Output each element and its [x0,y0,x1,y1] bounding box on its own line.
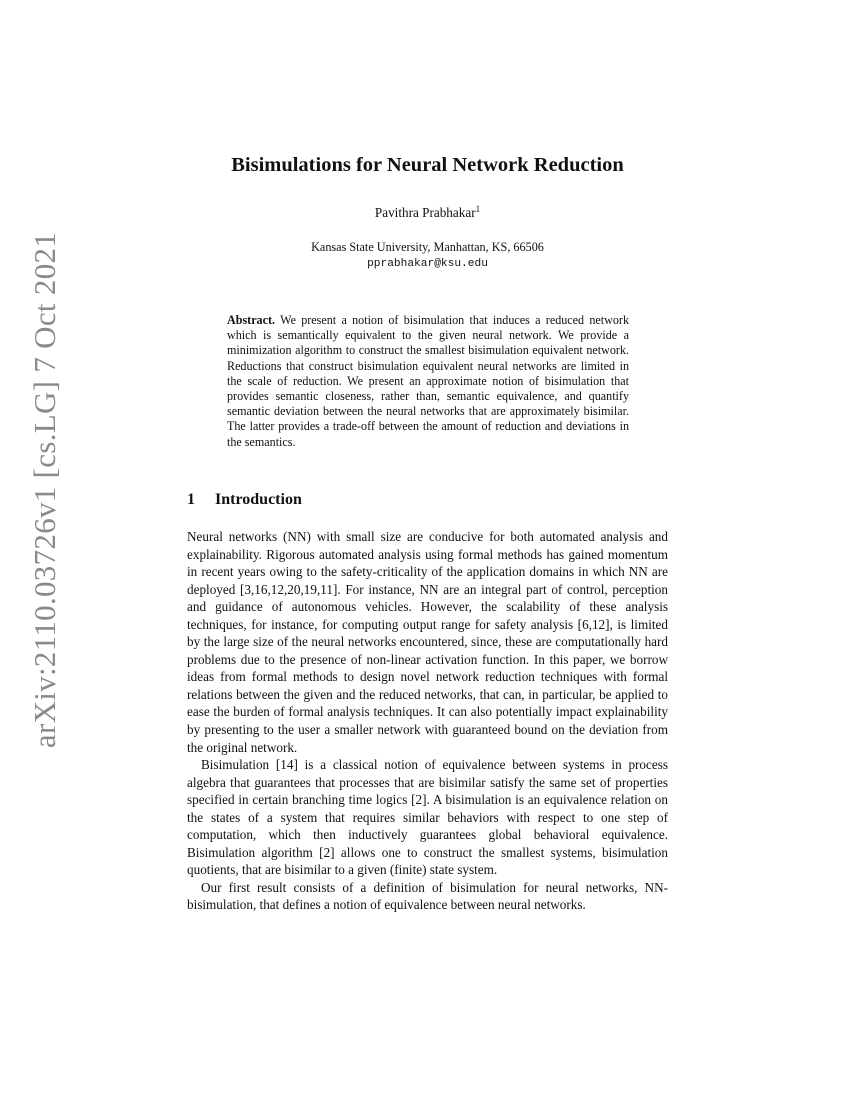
author-name: Pavithra Prabhakar [374,205,476,220]
introduction-body [187,528,668,914]
abstract-label: Abstract. [227,313,276,327]
paragraph: Neural networks (NN) with small size are conducive for both automated analysis and explainability. Rigorous automated analysis using formal methods has gained momentum in recent years owing to the safety-criticality of the application domains in which NN are deployed [3,16,12,20,19,11]. For instance, NN are an integral part of control, perception and guidance of autonomous vehicles. However, the scalability of these analysis techniques, for instance, for computing output range for safety analysis [6,12], is limited by the large size of the neural networks encountered, since, these are computationally hard problems due to the presence of non-linear activation function. In this paper, we borrow ideas from formal methods to design novel network reduction techniques with formal relations between the given and the reduced networks, that can, in particular, be applied to ease the burden of formal analysis techniques. It can also potentially impact explainability by presenting to the user a smaller network with guaranteed bound on the deviation from the original network. [187,529,668,755]
abstract-text: We present a notion of bisimulation that induces a reduced network which is semantically equivalent to the given neural network. We provide a minimization algorithm to construct the smallest bisimulation equivalent network. Reductions that construct bisimulation equivalent neural networks are limited in the scale of reduction. We present an approximate notion of bisimulation that provides semantic closeness, rather than, semantic equivalence, and quantify semantic deviation between the neural networks that are approximately bisimilar. The latter provides a trade-off between the amount of reduction and deviations in the semantics. [227,313,630,449]
abstract [227,313,629,450]
author-email: pprabhakar@ksu.edu [367,258,488,270]
paper-title: Bisimulations for Neural Network Reduction [231,154,624,176]
paragraph: Our first result consists of a definition of bisimulation for neural networks, NN-bisimulation, that defines a notion of equivalence between neural networks. [187,879,668,913]
arxiv-identifier: arXiv:2110.03726v1 [cs.LG] 7 Oct 2021 [27,231,63,749]
affiliation-block [187,239,668,273]
section-heading-introduction [187,491,668,509]
section-title: Introduction [215,491,302,508]
section-number: 1 [187,491,195,508]
affiliation: Kansas State University, Manhattan, KS, 66506 [311,240,544,254]
arxiv-identifier-sidebar [14,231,76,749]
author-affiliation-mark: 1 [475,204,481,214]
author-line [187,204,668,221]
paragraph: Bisimulation [14] is a classical notion of equivalence between systems in process algebra that guarantees that processes that are bisimilar satisfy the same set of properties specified in certain branching time logics [2]. A bisimulation is an equivalence relation on the states of a system that requires similar behaviors with respect to one step of computation, which then inductively guarantees global behavioral equivalence. Bisimulation algorithm [2] allows one to construct the smallest systems, bisimulation quotients, that are bisimilar to a given (finite) state system. [187,757,668,878]
